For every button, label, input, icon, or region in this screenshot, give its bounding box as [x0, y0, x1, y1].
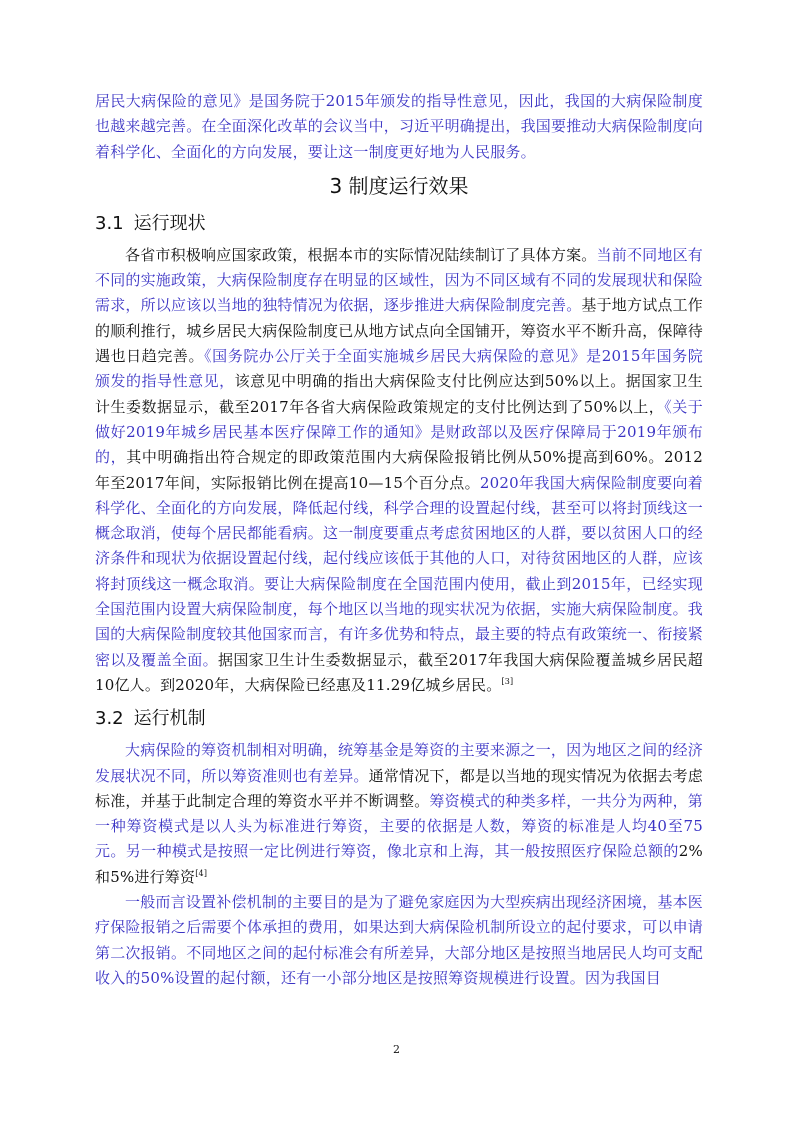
text-segment: 其中明确指出符合规定的即政策范围内大病保险报销比例从50%提高到60%。2012年至2017年间，实际报销比例在提高10—15个百分点。	[95, 448, 704, 492]
page-content	[95, 89, 703, 991]
paragraph-funding-mechanism	[95, 738, 703, 890]
text-segment: 该意见中明确的指出大病保险支付比例应达到50%以上。据国家卫生计生委数据显示，截至2017年各省大病保险政策规定的支付比例达到了50%以上，	[95, 372, 703, 416]
text-segment: 筹资模式的种类多样，一共分为两种，第一种筹资模式是以人头为标准进行筹资，主要的依据是人数，筹资的标准是人均40至75元。另一种模式是按照一定比例进行筹资，像北京和上海，其一般按照医疗保险总额的	[95, 791, 704, 861]
section-title: 运行机制	[133, 708, 206, 730]
citation-ref: [4]	[195, 868, 208, 878]
chapter-heading: 3 制度运行效果	[329, 173, 469, 198]
section-heading-3-1	[95, 211, 703, 237]
citation-ref: [3]	[501, 676, 514, 686]
continuation-paragraph	[95, 89, 703, 165]
text-segment: 据国家卫生计生委数据显示，截至2017年我国大病保险覆盖城乡居民超10亿人。到2020年，大病保险已经惠及11.29亿城乡居民。	[95, 650, 703, 694]
text-segment: 2020年我国大病保险制度要向着科学化、全面化的方向发展，降低起付线，科学合理的设置起付线，甚至可以将封顶线这一概念取消，使每个居民都能看病。这一制度要重点考虑贫困地区的人群，要以贫困人口的经济条件和现状为依据设置起付线，起付线应该低于其他的人口，对待贫困地区的人群，应该将封顶线这一概念取消。要让大病保险制度在全国范围内使用，截止到2015年，已经实现全国范围内设置大病保险制度，每个地区以当地的现实状况为依据，实施大病保险制度。我国的大病保险制度较其他国家而言，有许多优势和特点，最主要的特点有政策统一、衔接紧密以及覆盖全面。	[95, 473, 704, 669]
text-segment: 一般而言设置补偿机制的主要目的是为了避免家庭因为大型疾病出现经济困境，基本医疗保险报销之后需要个体承担的费用，如果达到大病保险机制所设立的起付要求，可以申请第二次报销。不同地区之间的起付标准会有所差异，大部分地区是按照当地居民人均可支配收入的50%设置的起付额，还有一小部分地区是按照筹资规模进行设置。因为我国目	[95, 893, 704, 987]
text-segment: 《关于做好2019年城乡居民基本医疗保障工作的通知》是财政部以及医疗保障局于2019年颁布的，	[95, 397, 703, 467]
section-number: 3.2	[95, 708, 124, 730]
text-segment: 《国务院办公厅关于全面实施城乡居民大病保险的意见》是2015年国务院颁发的指导性意见，	[95, 347, 703, 391]
continuation-text: 居民大病保险的意见》是国务院于2015年颁发的指导性意见，因此，我国的大病保险制度也越来越完善。在全面深化改革的会议当中，习近平明确提出，我国要推动大病保险制度向着科学化、全面化的方向发展，要让这一制度更好地为人民服务。	[95, 92, 704, 161]
text-segment: 当前不同地区有不同的实施政策，大病保险制度存在明显的区域性，因为不同区域有不同的发展现状和保险需求，所以应该以当地的独特情况为依据，逐步推进大病保险制度完善。	[95, 245, 704, 315]
section-heading-3-2	[95, 706, 703, 732]
paragraph-compensation-mechanism	[95, 890, 703, 991]
text-segment: 大病保险的筹资机制相对明确，统筹基金是筹资的主要来源之一，因为地区之间的经济发展状况不同，所以筹资准则也有差异。	[95, 741, 703, 785]
text-segment: 通常情况下，都是以当地的现实情况为依据去考虑标准，并基于此制定合理的筹资水平并不断调整。	[95, 766, 704, 810]
text-segment: 2%和5%进行筹资	[95, 842, 703, 886]
text-segment: 各省市积极响应国家政策，根据本市的实际情况陆续制订了具体方案。	[125, 245, 597, 264]
text-segment: 基于地方试点工作的顺利推行，城乡居民大病保险制度已从地方试点向全国铺开，筹资水平不断升高，保障待遇也日趋完善。	[95, 296, 704, 366]
section-title: 运行现状	[133, 212, 206, 234]
paragraph-operation-status	[95, 243, 703, 698]
section-number: 3.1	[95, 212, 124, 234]
page-number: 2	[393, 1043, 400, 1056]
